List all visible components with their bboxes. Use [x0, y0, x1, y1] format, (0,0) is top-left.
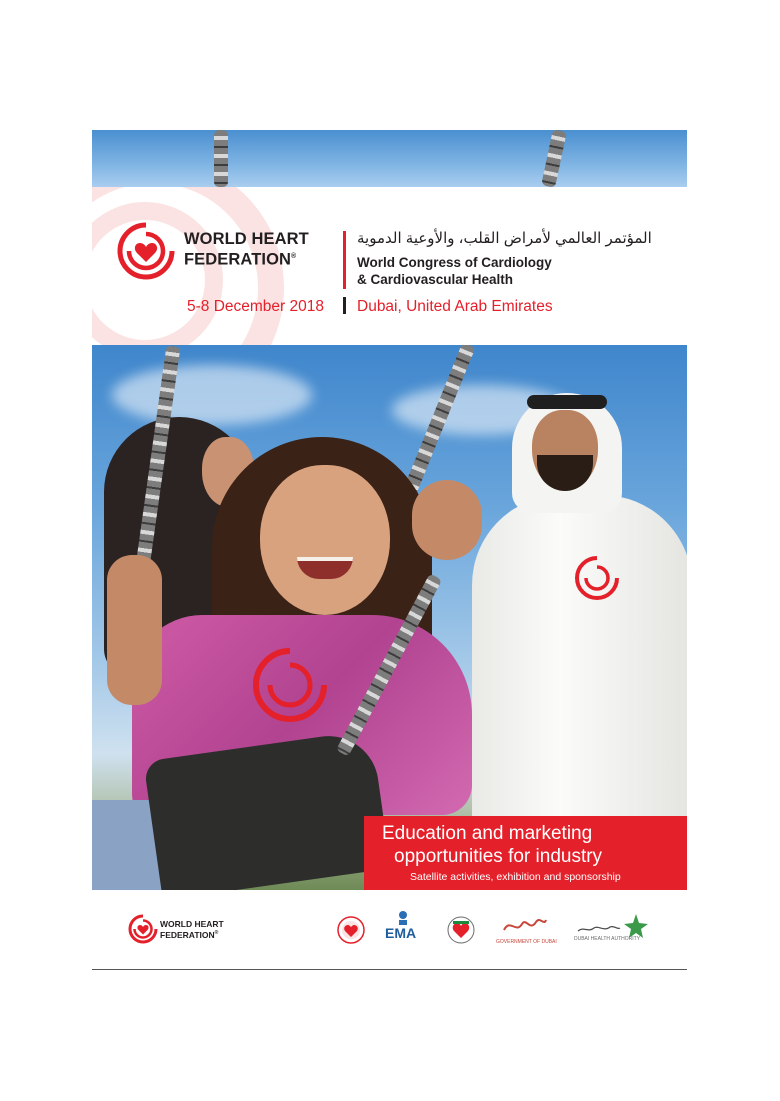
org-name-line2: FEDERATION®	[184, 250, 297, 269]
man-agal	[527, 395, 607, 409]
government-of-dubai-logo	[496, 910, 557, 950]
cloud	[112, 365, 312, 425]
world-heart-federation-logo-small	[128, 914, 158, 944]
dubai-health-authority-logo	[574, 910, 650, 950]
event-dates: 5-8 December 2018	[187, 298, 324, 315]
congress-title	[357, 254, 552, 288]
org-name-line1: WORLD HEART	[184, 230, 309, 248]
industry-opportunities-banner	[364, 816, 687, 890]
ema-logo-text: EMA	[385, 925, 417, 941]
girl-face	[260, 465, 390, 615]
ema-logo	[384, 910, 424, 950]
congress-title-line1: World Congress of Cardiology	[357, 255, 552, 270]
swing-chain	[214, 130, 228, 187]
dha-arabic-script	[576, 924, 622, 934]
footer-org-name-line2: FEDERATION®	[160, 929, 219, 940]
banner-subtitle: Satellite activities, exhibition and sponsorship	[410, 871, 621, 883]
ema-emblem-icon	[396, 910, 410, 926]
banner-heading-line1: Education and marketing	[382, 823, 593, 844]
banner-heading-line2: opportunities for industry	[394, 846, 603, 867]
red-ring-graphic	[250, 645, 330, 725]
emirates-heart-logo	[444, 910, 478, 950]
organization-name	[184, 231, 309, 269]
divider-bar	[343, 297, 346, 314]
family-swing-photo	[92, 345, 687, 890]
dubai-government-calligraphy	[502, 912, 548, 938]
congress-title-line2: & Cardiovascular Health	[357, 272, 514, 287]
footer-rule	[92, 969, 687, 970]
event-location: Dubai, United Arab Emirates	[357, 298, 553, 315]
girl-hand	[412, 480, 482, 560]
divider-bar	[343, 231, 346, 289]
emirates-cardiac-society-logo	[336, 910, 366, 950]
red-ring-graphic	[574, 555, 620, 601]
swing-chain	[541, 130, 567, 187]
world-heart-federation-logo	[116, 221, 176, 281]
footer-org-name-line1: WORLD HEART	[160, 919, 224, 929]
arabic-title: المؤتمر العالمي لأمراض القلب، والأوعية الدموية	[357, 230, 652, 247]
header-band	[92, 187, 687, 345]
top-sky-photo-strip	[92, 130, 687, 187]
girl-arm	[107, 555, 162, 705]
dubai-health-authority-text: DUBAI HEALTH AUTHORITY	[574, 936, 641, 942]
footer-organization-name	[160, 920, 224, 940]
government-of-dubai-text: GOVERNMENT OF DUBAI	[496, 939, 557, 945]
